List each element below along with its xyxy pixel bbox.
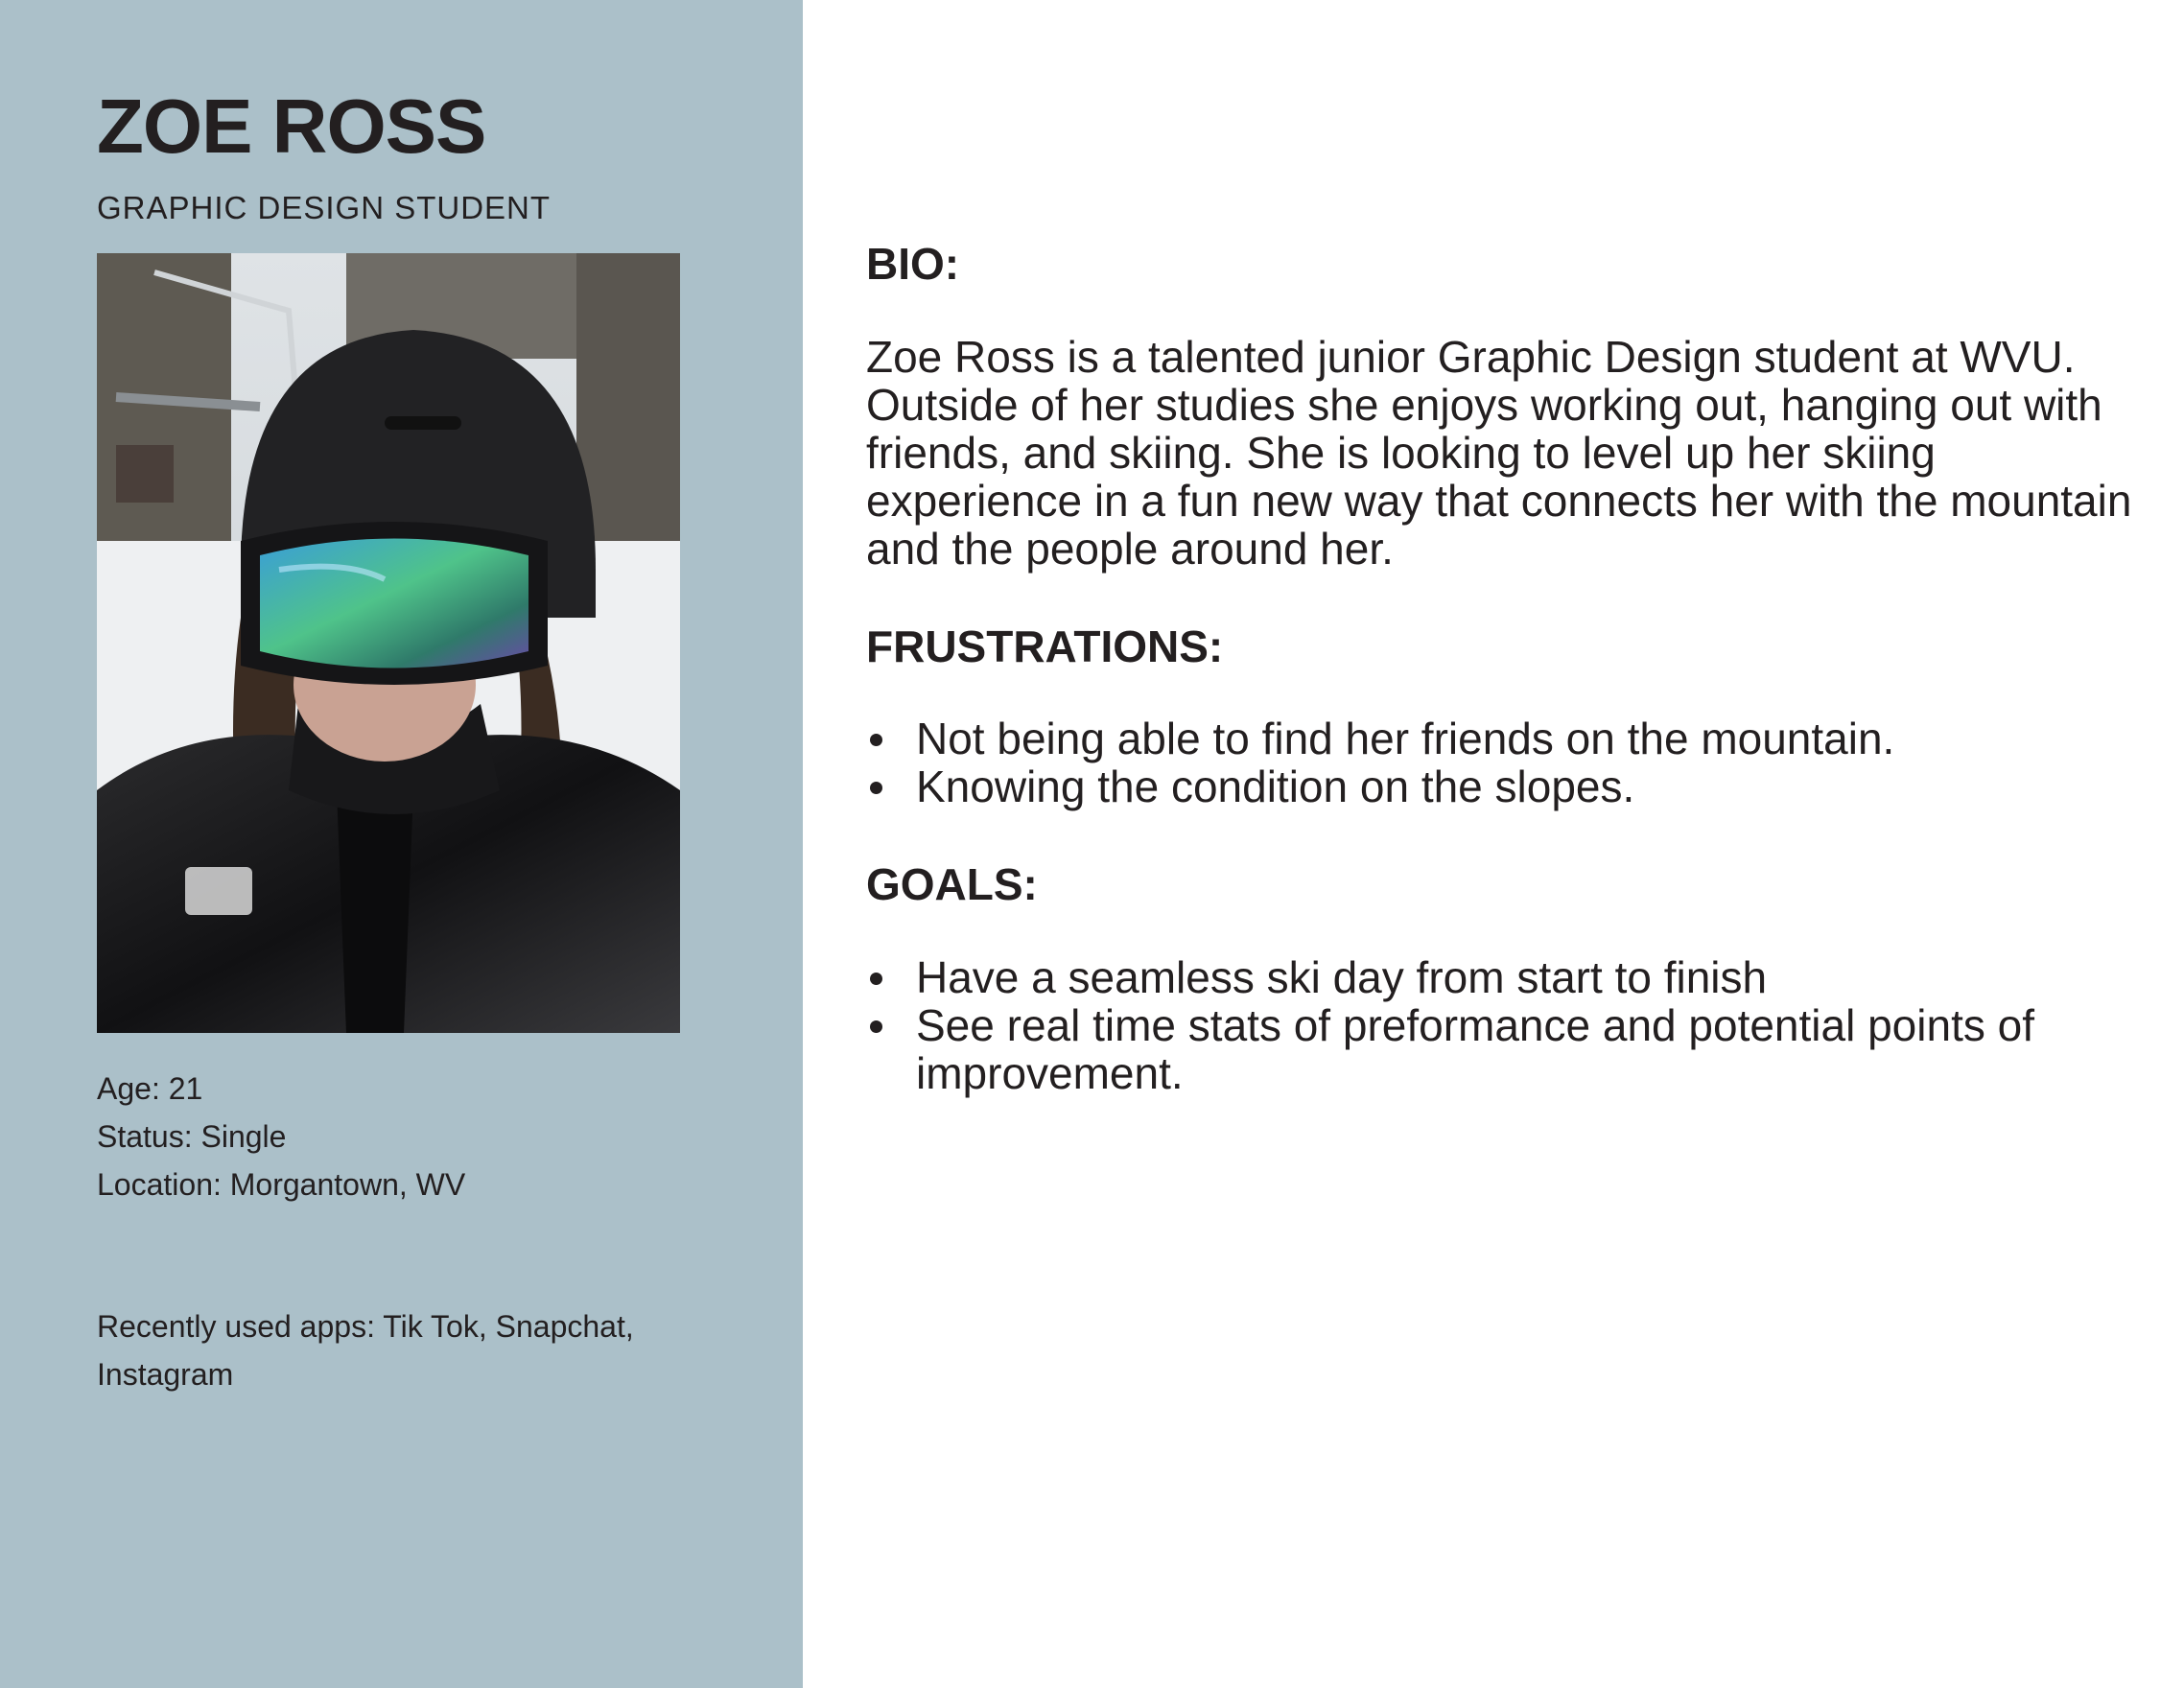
persona-details (866, 240, 2142, 1097)
goal-text: Have a seamless ski day from start to finish (916, 951, 1768, 1002)
goals-heading: GOALS: (866, 859, 1038, 910)
frustrations-list (866, 715, 2142, 810)
persona-role: GRAPHIC DESIGN STUDENT (97, 190, 552, 225)
frustration-text: Knowing the condition on the slopes. (916, 762, 1635, 812)
bullet-icon (870, 1020, 882, 1033)
persona-recent-apps: Recently used apps: Tik Tok, Snapchat, Instagram (97, 1309, 634, 1392)
persona-location: Location: Morgantown, WV (97, 1167, 466, 1202)
persona-facts (97, 1065, 720, 1208)
bio-text: Zoe Ross is a talented junior Graphic Design student at WVU. Outside of her studies she enjoys working out, hanging out with friends, and skiing. She is looking to level up her skiing experience in a fun new way that connects her with the mountain and the people around her. (866, 331, 2132, 574)
bullet-icon (870, 782, 882, 794)
bio-heading: BIO: (866, 239, 960, 289)
frustration-text: Not being able to find her friends on the mountain. (916, 714, 1895, 764)
goals-section (866, 860, 2142, 1097)
list-item (866, 953, 2142, 1001)
list-item (866, 715, 2142, 762)
bio-section (866, 240, 2142, 573)
persona-photo (97, 253, 680, 1033)
persona-name: ZOE ROSS (97, 83, 486, 169)
list-item (866, 1001, 2142, 1097)
bullet-icon (870, 973, 882, 985)
persona-age: Age: 21 (97, 1071, 203, 1106)
goal-text: See real time stats of preformance and potential points of improvement. (916, 999, 2034, 1098)
frustrations-heading: FRUSTRATIONS: (866, 621, 1224, 671)
bullet-icon (870, 734, 882, 746)
frustrations-section (866, 622, 2142, 811)
persona-status: Status: Single (97, 1119, 287, 1154)
profile-sidebar (0, 0, 803, 1688)
goals-list (866, 953, 2142, 1097)
list-item (866, 762, 2142, 810)
